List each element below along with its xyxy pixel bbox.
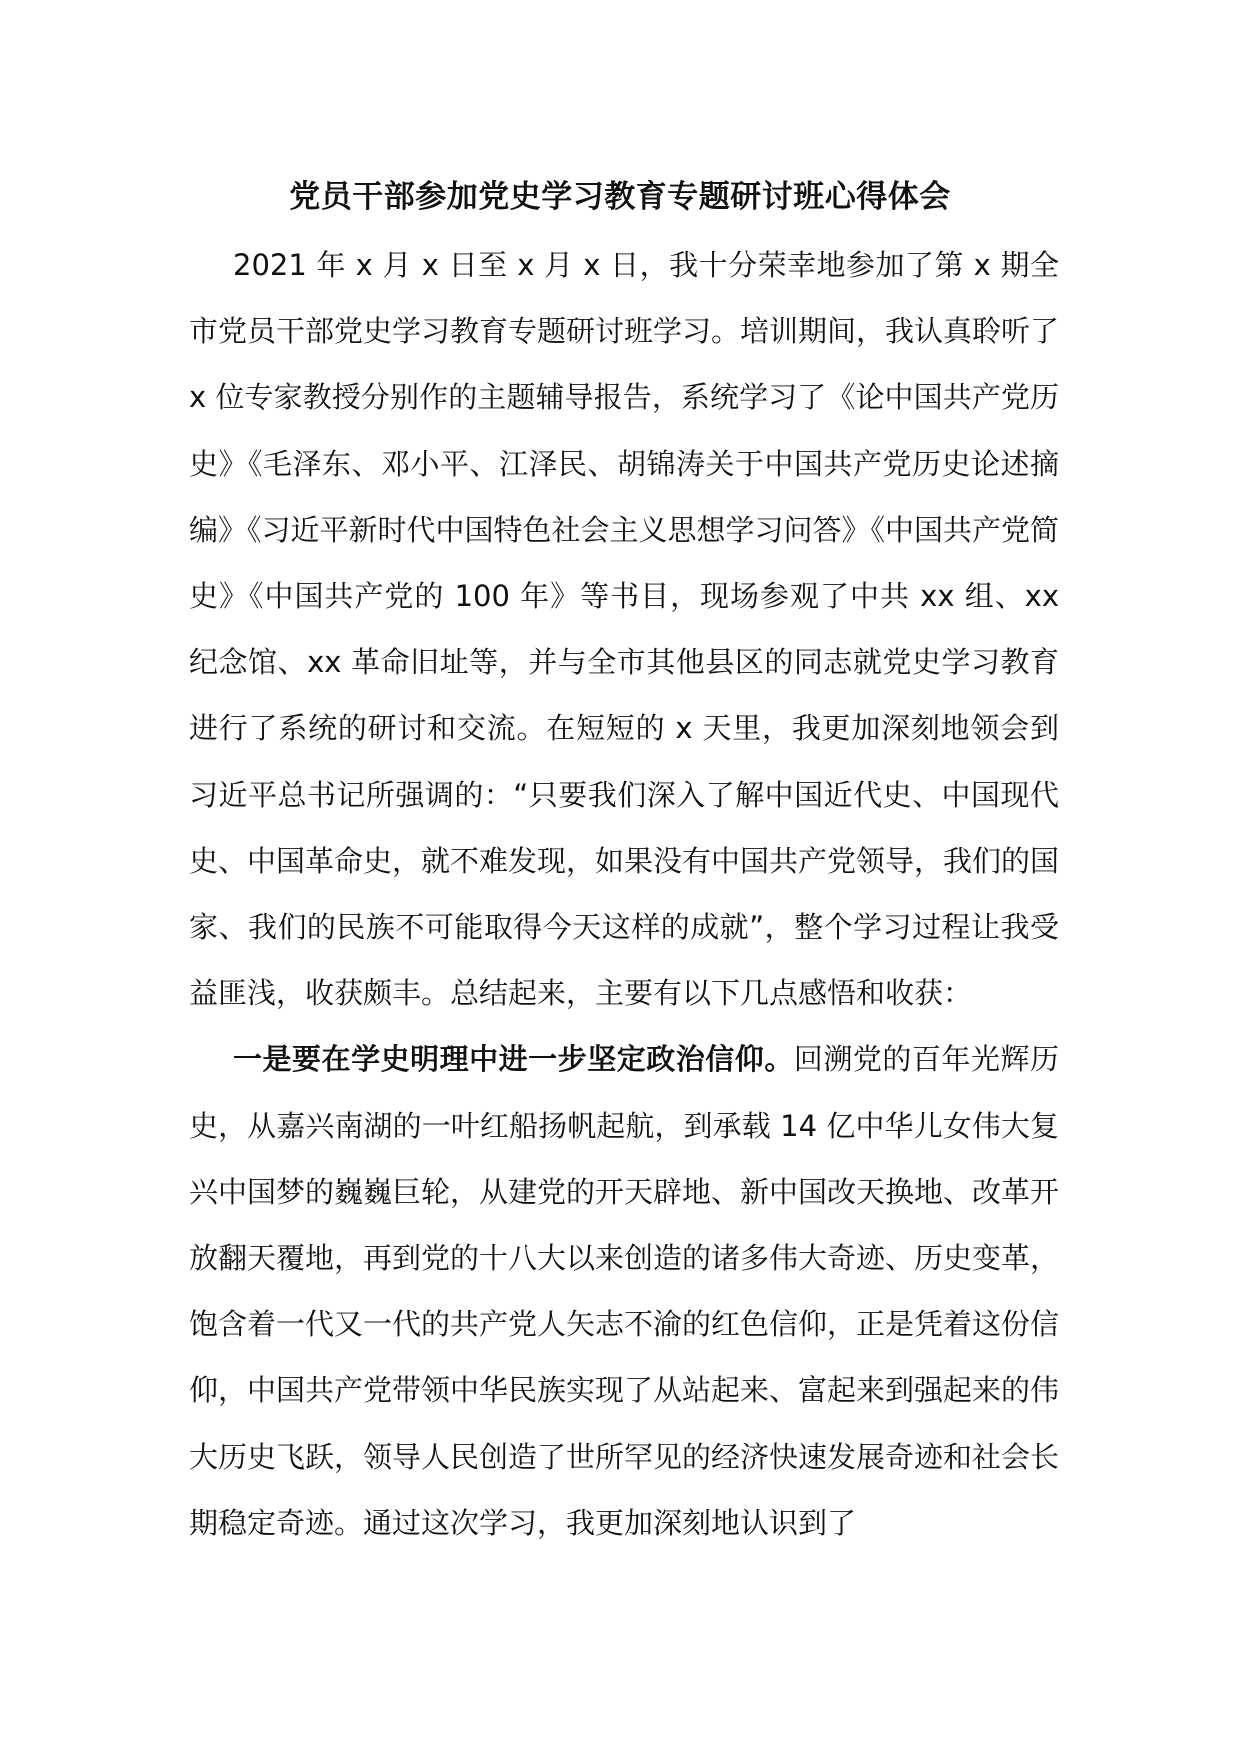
- document-body: [189, 232, 1059, 1556]
- paragraph-point-one-text: 回溯党的百年光辉历史，从嘉兴南湖的一叶红船扬帆起航，到承载 14 亿中华儿女伟大复兴中国梦的巍巍巨轮，从建党的开天辟地、新中国改天换地、改革开放翻天覆地，再到党的十八大以来创造的诸多伟大奇迹、历史变革，饱含着一代又一代的共产党人矢志不渝的红色信仰，正是凭着这份信仰，中国共产党带领中华民族实现了从站起来、富起来到强起来的伟大历史飞跃，领导人民创造了世所罕见的经济快速发展奇迹和社会长期稳定奇迹。通过这次学习，我更加深刻地认识到了: [189, 1042, 1060, 1540]
- paragraph-intro: [189, 232, 1059, 1026]
- paragraph-point-one: [189, 1026, 1059, 1556]
- document-title: 党员干部参加党史学习教育专题研讨班心得体会: [289, 179, 951, 215]
- paragraph-point-one-heading: 一是要在学史明理中进一步坚定政治信仰。: [233, 1042, 794, 1077]
- paragraph-intro-text: 2021 年 x 月 x 日至 x 月 x 日，我十分荣幸地参加了第 x 期全市党员干部党史学习教育专题研讨班学习。培训期间，我认真聆听了 x 位专家教授分别作的主题辅导报告，系统学习了《论中国共产党历史》《毛泽东、邓小平、江泽民、胡锦涛关于中国共产党历史论述摘编》《习近平新时代中国特色社会主义思想学习问答》《中国共产党简史》《中国共产党的 100 年》等书目，现场参观了中共 xx 组、xx 纪念馆、xx 革命旧址等，并与全市其他县区的同志就党史学习教育进行了系统的研讨和交流。在短短的 x 天里，我更加深刻地领会到习近平总书记所强调的：“只要我们深入了解中国近代史、中国现代史、中国革命史，就不难发现，如果没有中国共产党领导，我们的国家、我们的民族不可能取得今天这样的成就”，整个学习过程让我受益匪浅，收获颇丰。总结起来，主要有以下几点感悟和收获：: [189, 248, 1060, 1011]
